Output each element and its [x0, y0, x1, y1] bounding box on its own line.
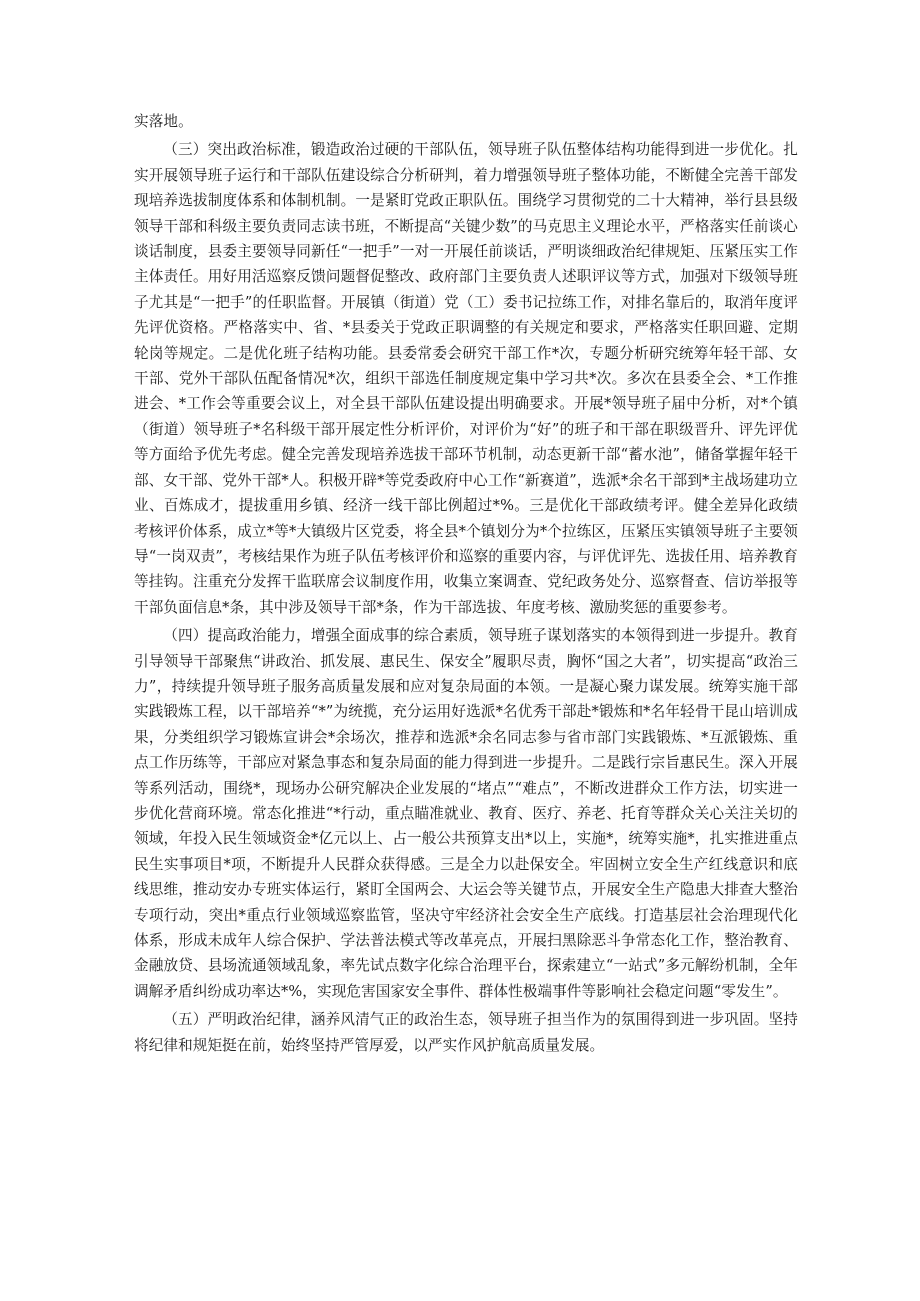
paragraph-section-five: （五）严明政治纪律，涵养风清气正的政治生态，领导班子担当作为的氛围得到进一步巩固。坚持将纪律和规矩挺在前，始终坚持严管厚爱，以严实作风护航高质量发展。 [134, 1011, 798, 1054]
paragraph-section-three: （三）突出政治标准，锻造政治过硬的干部队伍，领导班子队伍整体结构功能得到进一步优化。扎实开展领导班子运行和干部队伍建设综合分析研判，着力增强领导班子整体功能，不断健全完善干部发现培养选拔制度体系和体制机制。一是紧盯党政正职队伍。围绕学习贯彻党的二十大精神，举行县县级领导干部和科级主要负责同志读书班，不断提高“关键少数”的马克思主义理论水平，严格落实任前谈心谈话制度，县委主要领导同新任“一把手”一对一开展任前谈话，严明谈细政治纪律规矩、压紧压实工作主体责任。用好用活巡察反馈问题督促整改、政府部门主要负责人述职评议等方式，加强对下级领导班子尤其是“一把手”的任职监督。开展镇（街道）党（工）委书记拉练工作，对排名靠后的，取消年度评先评优资格。严格落实中、省、*县委关于党政正职调整的有关规定和要求，严格落实任职回避、定期轮岗等规定。二是优化班子结构功能。县委常委会研究干部工作*次，专题分析研究统筹年轻干部、女干部、党外干部队伍配备情况*次，组织干部选任制度规定集中学习共*次。多次在县委全会、*工作推进会、*工作会等重要会议上，对全县干部队伍建设提出明确要求。开展*领导班子届中分析，对*个镇（街道）领导班子*名科级干部开展定性分析评价，对评价为“好”的班子和干部在职级晋升、评先评优等方面给予优先考虑。健全完善发现培养选拔干部环节机制，动态更新干部“蓄水池”，储备掌握年轻干部、女干部、党外干部*人。积极开辟*等党委政府中心工作“新赛道”，选派*余名干部到*主战场建功立业、百炼成才，提拔重用乡镇、经济一线干部比例超过*%。三是优化干部政绩考评。健全差异化政绩考核评价体系，成立*等*大镇级片区党委，将全县*个镇划分为*个拉练区，压紧压实镇领导班子主要领导“一岗双责”，考核结果作为班子队伍考核评价和巡察的重要内容，与评优评先、选拔任用、培养教育等挂钩。注重充分发挥干监联席会议制度作用，收集立案调查、党纪政务处分、巡察督查、信访举报等干部负面信息*条，其中涉及领导干部*条，作为干部选拔、年度考核、激励奖惩的重要参考。 [134, 141, 798, 616]
paragraph-closing-fragment: 实落地。 [134, 113, 193, 130]
document-body [134, 109, 798, 1058]
paragraph-section-four: （四）提高政治能力，增强全面成事的综合素质，领导班子谋划落实的本领得到进一步提升。教育引导领导干部聚焦“讲政治、抓发展、惠民生、保安全”履职尽责，胸怀“国之大者”，切实提高“政治三力”，持续提升领导班子服务高质量发展和应对复杂局面的本领。一是凝心聚力谋发展。统筹实施干部实践锻炼工程，以干部培养“*”为统揽，充分运用好选派*名优秀干部赴*锻炼和*名年轻骨干昆山培训成果，分类组织学习锻炼宣讲会*余场次，推荐和选派*余名同志参与省市部门实践锻炼、*互派锻炼、重点工作历练等，干部应对紧急事态和复杂局面的能力得到进一步提升。二是践行宗旨惠民生。深入开展等系列活动，围绕*，现场办公研究解决企业发展的“堵点”“难点”，不断改进群众工作方法，切实进一步优化营商环境。常态化推进“*行动，重点瞄准就业、教育、医疗、养老、托育等群众关心关注关切的领域，年投入民生领域资金*亿元以上、占一般公共预算支出*以上，实施*，统筹实施*，扎实推进重点民生实事项目*项，不断提升人民群众获得感。三是全力以赴保安全。牢固树立安全生产红线意识和底线思维，推动安办专班实体运行，紧盯全国两会、大运会等关键节点，开展安全生产隐患大排查大整治专项行动，突出*重点行业领域巡察监管，坚决守牢经济社会安全生产底线。打造基层社会治理现代化体系，形成未成年人综合保护、学法普法模式等改革亮点，开展扫黑除恶斗争常态化工作，整治教育、金融放贷、县场流通领域乱象，率先试点数字化综合治理平台，探索建立“一站式”多元解纷机制，全年调解矛盾纠纷成功率达*%，实现危害国家安全事件、群体性极端事件等影响社会稳定问题“零发生”。 [134, 627, 798, 1000]
